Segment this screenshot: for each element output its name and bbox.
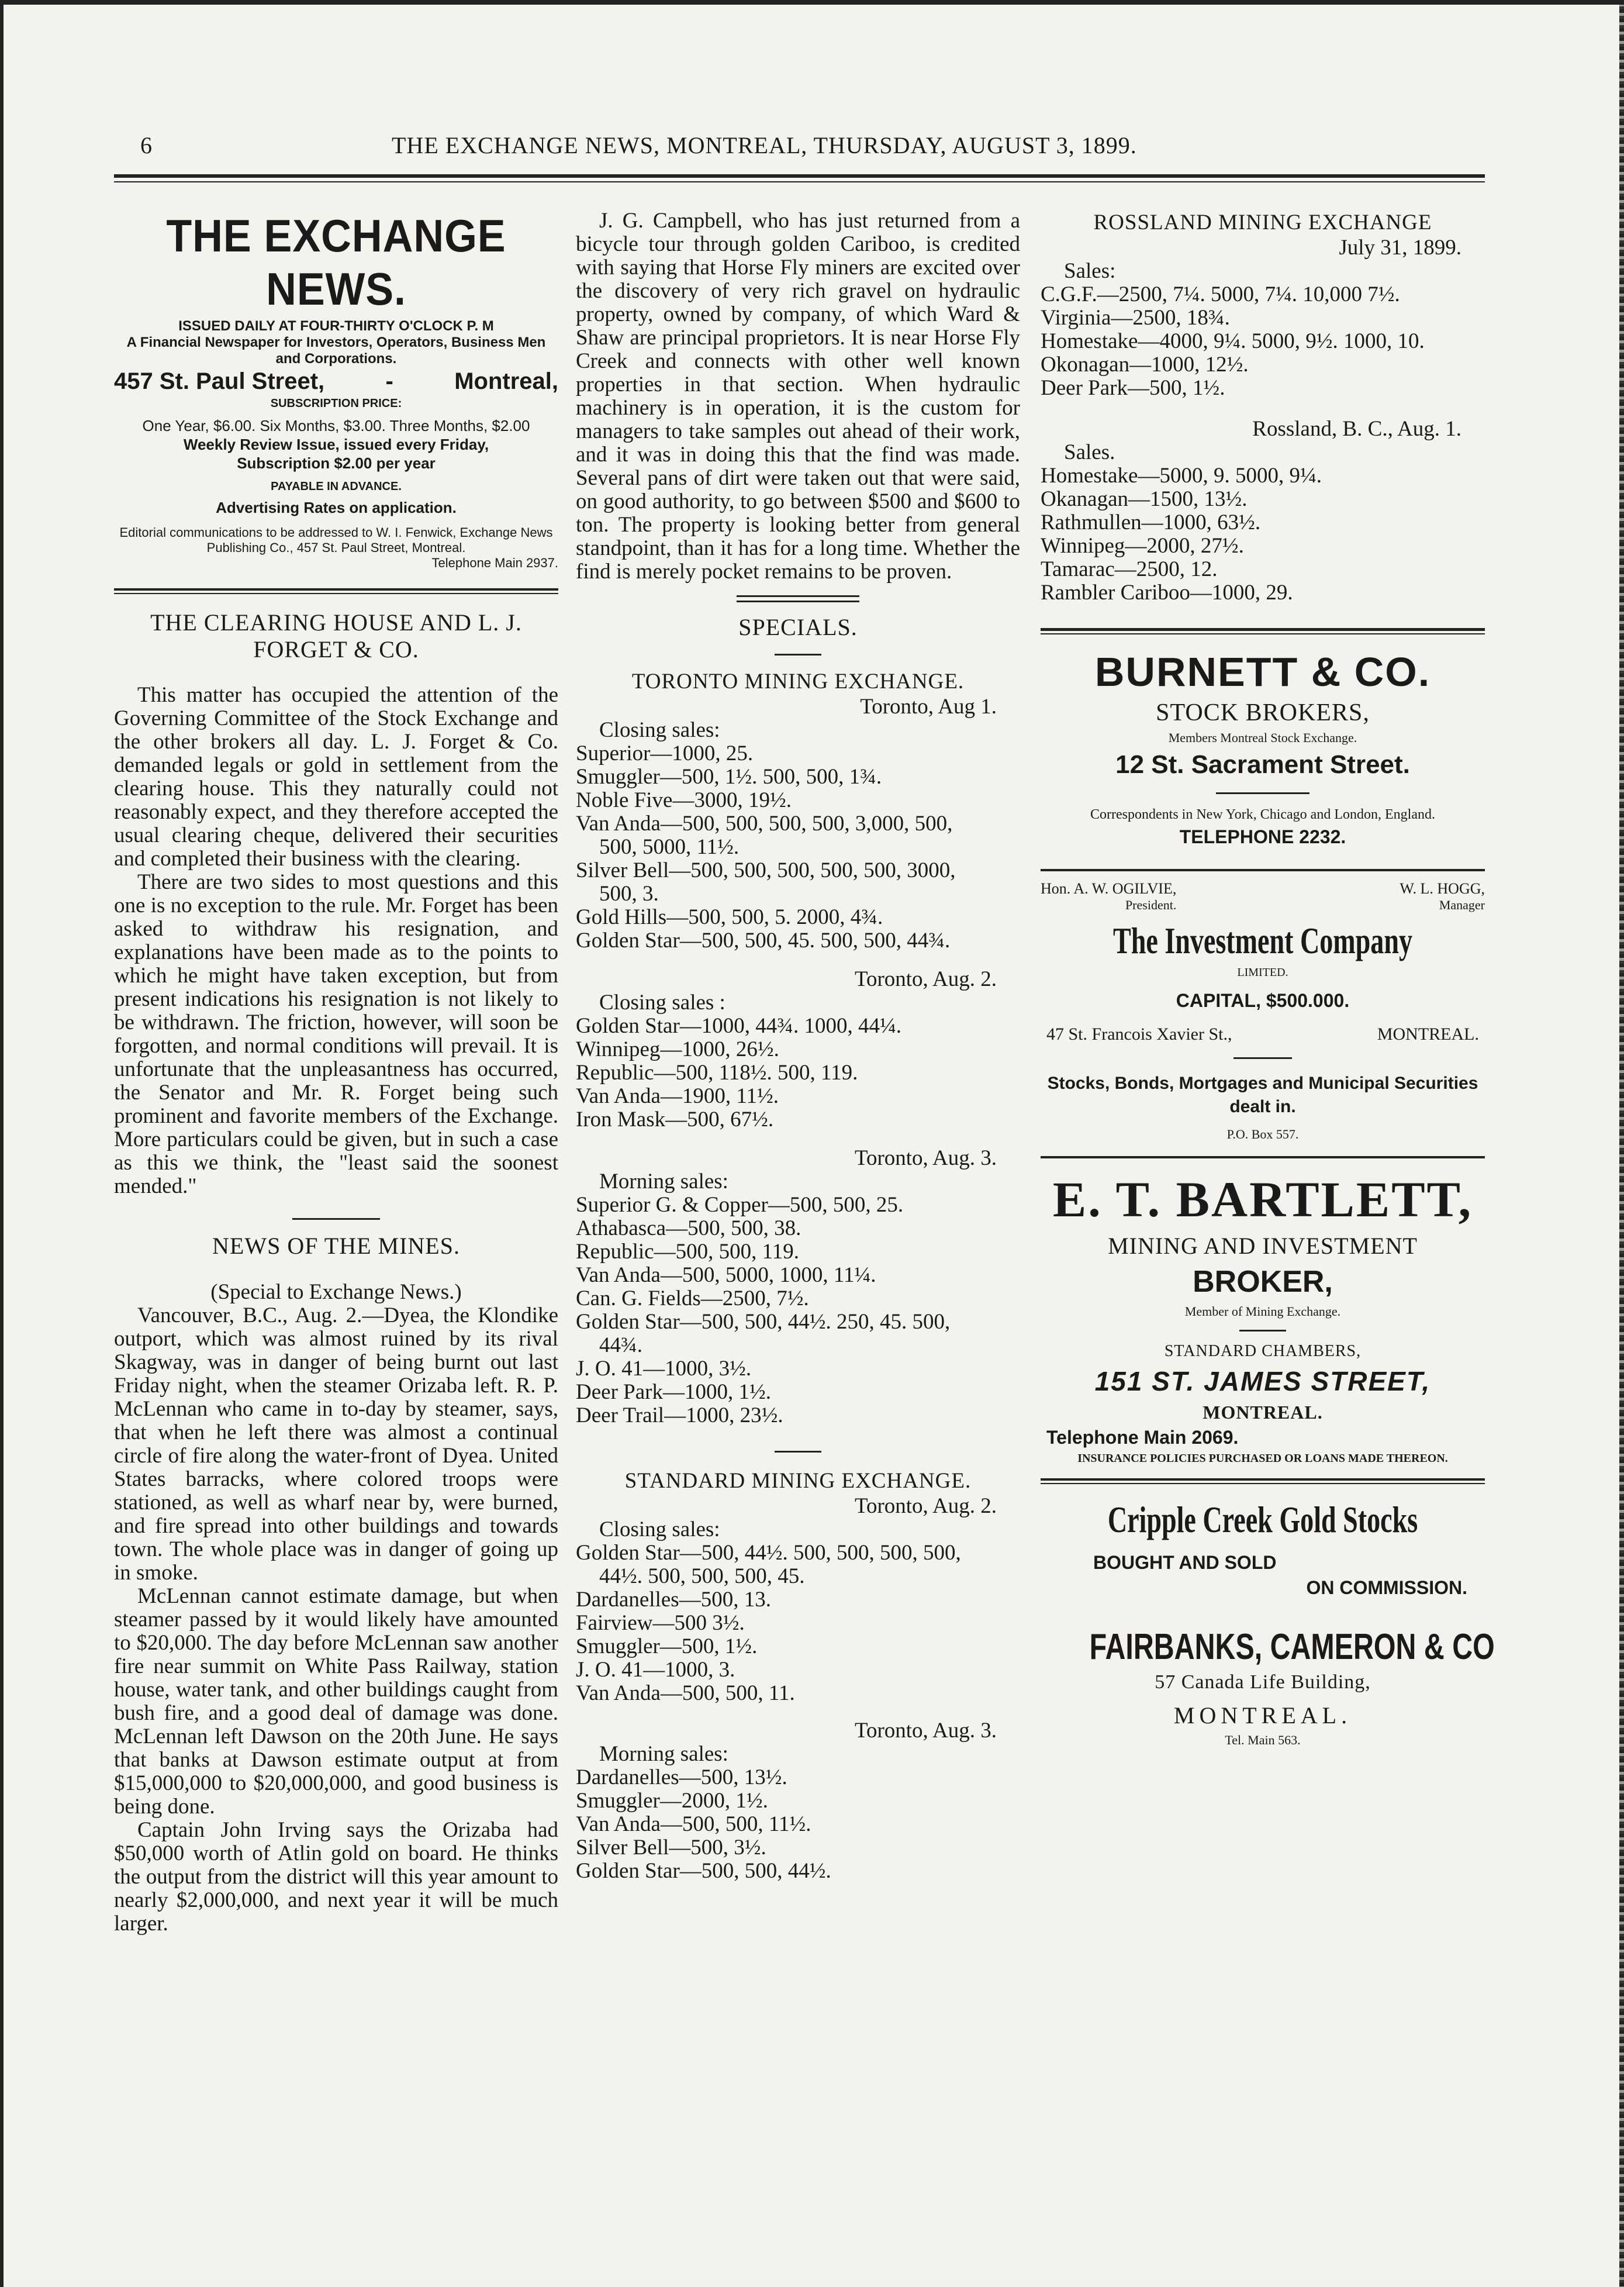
bartlett-name: E. T. BARTLETT, <box>1052 1171 1473 1227</box>
sales-line: 500, 3. <box>599 882 659 906</box>
rossland-label-1: Sales: <box>1064 259 1116 283</box>
campbell-paragraph: J. G. Campbell, who has just returned from a bicycle tour through golden Cariboo, is credited with saying that Horse Fly miners are excited over the discovery of very rich gravel on hydraulic property, owned by company, of which Ward & Shaw are principal proprietors. It is near Horse Fly Creek and connects with other well known properties in that section. When hydraulic machinery is in operation, it is the custom for managers to take samples out ahead of their work, and it was in doing this that the find was made. Several pans of dirt were taken out that were said, on good authority, to go between $500 and $600 to ton. The property is looking better from general standpoint, than it has for a long time. Whether the find is merely pocket remains to be proven. <box>576 209 1020 584</box>
header-rule-thin <box>114 181 1485 182</box>
masthead-title: THE EXCHANGE NEWS. <box>166 210 506 315</box>
sales-line: Van Anda—500, 500, 11. <box>576 1681 795 1705</box>
sales-line: Golden Star—500, 500, 44½. <box>576 1859 831 1883</box>
sales-line: Republic—500, 118½. 500, 119. <box>576 1061 858 1085</box>
investment-address-row <box>1041 1025 1485 1044</box>
mines-paragraph-1: Vancouver, B.C., Aug. 2.—Dyea, the Klondike outport, which was almost ruined by its rival Skagway, was in danger of being burnt out last Friday night, when the steamer Orizaba left. R. P. McLennan who came in to-day by steamer, says, that when he left there was almost a continual circle of fire along the water-front of Dyea. United States barracks, where colored troops were stationed, as well as wharf near by, were burned, and fire spread into other buildings and towards town. The whole place was in danger of going up in smoke. <box>114 1303 558 1585</box>
section-separator <box>775 1451 821 1453</box>
sales-line: Smuggler—500, 1½. 500, 500, 1¾. <box>576 765 882 789</box>
mines-paragraph-3: Captain John Irving says the Orizaba had $50,000 worth of Atlin gold on board. He thinks the output from the district will this year amount to nearly $2,000,000, and next year it will be much larger. <box>114 1818 558 1936</box>
sales-line: J. O. 41—1000, 3. <box>576 1658 735 1682</box>
section-separator <box>737 595 859 602</box>
sales-line: Van Anda—1900, 11½. <box>576 1084 779 1108</box>
sales-line: Superior—1000, 25. <box>576 741 754 765</box>
masthead-rule <box>114 588 558 591</box>
sales-line: Virginia—2500, 18¾. <box>1041 306 1230 330</box>
scan-edge-top <box>0 0 1624 5</box>
section-separator <box>292 1218 380 1220</box>
bartlett-ad <box>1041 1170 1485 1465</box>
bartlett-member: Member of Mining Exchange. <box>1184 1304 1341 1319</box>
header-rule <box>114 174 1485 178</box>
sales-line: Golden Star—500, 500, 45. 500, 500, 44¾. <box>576 929 951 953</box>
sales-line: Smuggler—2000, 1½. <box>576 1789 768 1813</box>
sales-line: Republic—500, 500, 119. <box>576 1240 799 1264</box>
column-1 <box>114 199 558 1936</box>
sales-line: Homestake—4000, 9¼. 5000, 9½. 1000, 10. <box>1041 329 1425 353</box>
section-separator <box>775 654 821 656</box>
sales-line: Golden Star—1000, 44¾. 1000, 44¼. <box>576 1014 902 1038</box>
fairbanks-tel: Tel. Main 563. <box>1225 1733 1301 1747</box>
address-city: Montreal, <box>454 368 558 394</box>
advertising-note: Advertising Rates on application. <box>216 499 457 516</box>
toronto-label-1: Closing sales: <box>599 718 720 742</box>
spacer <box>576 1705 1020 1719</box>
sales-line: C.G.F.—2500, 7¼. 5000, 7¼. 10,000 7½. <box>1041 282 1400 306</box>
toronto-sales-1 <box>576 742 1020 953</box>
sales-line: Fairview—500 3½. <box>576 1611 745 1635</box>
weekly-price: Subscription $2.00 per year <box>237 454 436 472</box>
rossland-sales-2 <box>1041 464 1485 605</box>
page-header <box>129 132 1491 167</box>
weekly-issue: Weekly Review Issue, issued every Friday, <box>183 436 489 453</box>
sales-line: Athabasca—500, 500, 38. <box>576 1216 801 1240</box>
sales-line: Silver Bell—500, 3½. <box>576 1836 766 1860</box>
sales-line: Rathmullen—1000, 63½. <box>1041 510 1261 534</box>
sales-line: Golden Star—500, 44½. 500, 500, 500, 500, <box>576 1541 961 1565</box>
sales-line: 500, 5000, 11½. <box>599 835 740 859</box>
cripple-bought: BOUGHT AND SOLD <box>1093 1552 1277 1573</box>
rossland-date-1: July 31, 1899. <box>1339 236 1461 260</box>
sales-line: Winnipeg—1000, 26½. <box>576 1037 779 1061</box>
clearing-headline-1: THE CLEARING HOUSE AND L. J. <box>150 609 522 636</box>
investment-officer-1: Hon. A. W. OGILVIE, President. <box>1041 880 1177 912</box>
fairbanks-name: FAIRBANKS, CAMERON & CO <box>1089 1627 1495 1667</box>
cripple-title: Cripple Creek Gold Stocks <box>1107 1499 1418 1540</box>
spacer <box>576 1132 1020 1147</box>
subscription-label: SUBSCRIPTION PRICE: <box>270 397 402 410</box>
investment-stocks: Stocks, Bonds, Mortgages and Municipal Securities dealt in. <box>1047 1074 1478 1116</box>
standard-sales-2 <box>576 1766 1020 1883</box>
toronto-label-3: Morning sales: <box>599 1170 728 1193</box>
investment-city: MONTREAL. <box>1377 1025 1479 1044</box>
sales-line: Van Anda—500, 500, 11½. <box>576 1812 811 1836</box>
sales-line: Iron Mask—500, 67½. <box>576 1108 774 1132</box>
toronto-sales-2 <box>576 1015 1020 1132</box>
ad-separator <box>1233 1057 1292 1059</box>
rossland-headline: ROSSLAND MINING EXCHANGE <box>1093 211 1432 234</box>
ad-rule <box>1041 1478 1485 1481</box>
running-title: THE EXCHANGE NEWS, MONTREAL, THURSDAY, AUGUST 3, 1899. <box>392 132 1137 158</box>
masthead-description: A Financial Newspaper for Investors, Operators, Business Men and Corporations. <box>126 334 546 367</box>
standard-sales-1 <box>576 1541 1020 1705</box>
sales-line: Noble Five—3000, 19½. <box>576 788 792 812</box>
investment-officers <box>1041 881 1485 913</box>
masthead-issued: ISSUED DAILY AT FOUR-THIRTY O'CLOCK P. M <box>178 318 494 334</box>
mines-headline: NEWS OF THE MINES. <box>212 1233 460 1259</box>
sales-line: Homestake—5000, 9. 5000, 9¼. <box>1041 464 1322 488</box>
cripple-commission: ON COMMISSION. <box>1306 1577 1467 1598</box>
investment-officer-2: W. L. HOGG, Manager <box>1400 880 1485 912</box>
sales-line: 44¾. <box>599 1333 642 1357</box>
bartlett-telephone: Telephone Main 2069. <box>1046 1427 1239 1448</box>
sales-line: Rambler Cariboo—1000, 29. <box>1041 581 1293 605</box>
sales-line: Gold Hills—500, 500, 5. 2000, 4¾. <box>576 905 883 929</box>
burnett-correspondents: Correspondents in New York, Chicago and London, England. <box>1090 807 1435 822</box>
scan-edge-right <box>1619 0 1624 2287</box>
toronto-date-1: Toronto, Aug 1. <box>860 695 997 719</box>
standard-date-1: Toronto, Aug. 2. <box>854 1494 997 1518</box>
rossland-sales-1 <box>1041 283 1485 400</box>
payable-note: PAYABLE IN ADVANCE. <box>271 480 402 493</box>
sales-line: Can. G. Fields—2500, 7½. <box>576 1286 809 1310</box>
editorial-telephone: Telephone Main 2937. <box>431 556 558 570</box>
mines-special: (Special to Exchange News.) <box>210 1280 462 1304</box>
sales-line: Dardanelles—500, 13½. <box>576 1765 787 1789</box>
sales-line: Okanagan—1500, 13½. <box>1041 487 1248 511</box>
address-dash: - <box>385 368 393 394</box>
investment-limited: LIMITED. <box>1237 966 1288 979</box>
burnett-sub: STOCK BROKERS, <box>1156 699 1370 726</box>
toronto-sales-3 <box>576 1193 1020 1427</box>
burnett-address: 12 St. Sacrament Street. <box>1115 750 1410 779</box>
rossland-date-2: Rossland, B. C., Aug. 1. <box>1252 417 1461 441</box>
bartlett-insurance: INSURANCE POLICIES PURCHASED OR LOANS MADE THEREON. <box>1077 1452 1448 1465</box>
burnett-telephone: TELEPHONE 2232. <box>1179 826 1346 847</box>
ad-rule <box>1041 1156 1485 1158</box>
bartlett-line-1: MINING AND INVESTMENT <box>1108 1233 1418 1259</box>
spacer <box>1041 400 1485 418</box>
toronto-date-2: Toronto, Aug. 2. <box>854 967 997 991</box>
sales-line: Deer Park—1000, 1½. <box>576 1380 771 1404</box>
sales-line: Van Anda—500, 500, 500, 500, 3,000, 500, <box>576 812 953 836</box>
ad-rule <box>1041 628 1485 631</box>
standard-label-2: Morning sales: <box>599 1742 728 1766</box>
toronto-date-3: Toronto, Aug. 3. <box>854 1146 997 1170</box>
clearing-paragraph-1: This matter has occupied the attention of the Governing Committee of the Stock Exchange and the other brokers all day. L. J. Forget & Co. demanded legals or gold in settlement from the clearing house. This they naturally could not reasonably expect, and they therefore accepted the usual clearing cheque, delivered their securities and completed their business with the clearing. <box>114 683 558 871</box>
sales-line: Okonagan—1000, 12½. <box>1041 353 1249 377</box>
sales-line: Golden Star—500, 500, 44½. 250, 45. 500, <box>576 1310 951 1334</box>
ad-rule-thin <box>1041 1483 1485 1484</box>
masthead-address <box>114 367 558 395</box>
masthead-rule-thin <box>114 593 558 594</box>
fairbanks-city: MONTREAL. <box>1173 1702 1352 1729</box>
bartlett-street: 151 ST. JAMES STREET, <box>1094 1366 1431 1396</box>
ad-separator <box>1216 792 1309 794</box>
sales-line: Winnipeg—2000, 27½. <box>1041 534 1244 558</box>
spacer <box>576 953 1020 968</box>
bartlett-city: MONTREAL. <box>1203 1402 1323 1423</box>
spacer <box>114 1260 558 1281</box>
clearing-paragraph-2: There are two sides to most questions and this one is no exception to the rule. Mr. Forget has been asked to withdraw his resignation, and explanations have been made as to the points to which he might have taken exception, but from present indications his resignation is not likely to be withdrawn. The friction, however, will soon be forgotten, and normal conditions will prevail. It is unfortunate that the unpleasantness has occurred, the Senator and Mr. R. Forget being such prominent and favorite members of the Exchange. More particulars could be given, but in such a case as this we think, the "least said the soonest mended." <box>114 870 558 1198</box>
standard-date-2: Toronto, Aug. 3. <box>854 1719 997 1743</box>
ad-separator <box>1239 1330 1286 1332</box>
ad-rule-thin <box>1041 633 1485 634</box>
sales-line: 44½. 500, 500, 500, 45. <box>599 1564 805 1588</box>
cripple-ad <box>1041 1498 1495 1748</box>
address-street: 457 St. Paul Street, <box>114 368 325 394</box>
scan-edge-left <box>0 0 4 2287</box>
bartlett-line-2: BROKER, <box>1193 1265 1333 1299</box>
sales-line: Deer Trail—1000, 23½. <box>576 1403 783 1427</box>
investment-box: P.O. Box 557. <box>1226 1127 1299 1141</box>
column-3 <box>1041 199 1495 1751</box>
column-2 <box>576 199 1020 1883</box>
standard-headline: STANDARD MINING EXCHANGE. <box>624 1469 972 1493</box>
burnett-name: BURNETT & CO. <box>1094 649 1431 695</box>
editorial-note: Editorial communications to be addressed to W. I. Fenwick, Exchange News Publishing Co., 457 St. Paul Street, Montreal. <box>119 525 553 555</box>
sales-line: Dardanelles—500, 13. <box>576 1588 771 1612</box>
subscription-prices: One Year, $6.00. Six Months, $3.00. Three Months, $2.00 <box>142 417 530 434</box>
toronto-label-2: Closing sales : <box>599 991 725 1015</box>
investment-ad <box>1041 881 1485 1142</box>
investment-name: The Investment Company <box>1112 920 1413 961</box>
rossland-label-2: Sales. <box>1064 440 1115 464</box>
mines-paragraph-2: McLennan cannot estimate damage, but when steamer passed by it would likely have amounted to $20,000. The day before McLennan saw another fire near summit on White Pass Railway, station house, water tank, and other buildings caught from bush fire, and a good deal of damage was done. McLennan left Dawson on the 20th June. He says that banks at Dawson estimate output at from $15,000,000 to $20,000,000, and good business is being done. <box>114 1584 558 1819</box>
sales-line: Superior G. & Copper—500, 500, 25. <box>576 1193 904 1217</box>
bartlett-chambers: STANDARD CHAMBERS, <box>1164 1342 1362 1360</box>
specials-headline: SPECIALS. <box>738 614 858 640</box>
sales-line: J. O. 41—1000, 3½. <box>576 1357 752 1381</box>
ad-rule <box>1041 869 1485 871</box>
sales-line: Smuggler—500, 1½. <box>576 1634 758 1658</box>
sales-line: Deer Park—500, 1½. <box>1041 376 1225 400</box>
toronto-headline: TORONTO MINING EXCHANGE. <box>631 670 965 694</box>
burnett-members: Members Montreal Stock Exchange. <box>1168 730 1357 745</box>
clearing-headline-2: FORGET & CO. <box>253 636 419 663</box>
page-number: 6 <box>140 132 152 158</box>
sales-line: Tamarac—2500, 12. <box>1041 557 1218 581</box>
sales-line: Silver Bell—500, 500, 500, 500, 500, 3000, <box>576 858 956 882</box>
sales-line: Van Anda—500, 5000, 1000, 11¼. <box>576 1263 876 1287</box>
fairbanks-building: 57 Canada Life Building, <box>1155 1671 1371 1693</box>
standard-label-1: Closing sales: <box>599 1517 720 1541</box>
investment-capital: CAPITAL, $500.000. <box>1176 990 1350 1011</box>
investment-address: 47 St. Francois Xavier St., <box>1046 1025 1232 1044</box>
burnett-ad <box>1041 648 1485 848</box>
